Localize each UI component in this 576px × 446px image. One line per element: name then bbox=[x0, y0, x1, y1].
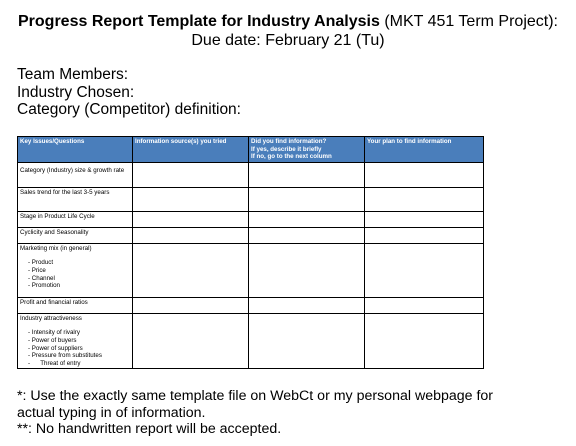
table-cell[interactable] bbox=[249, 297, 365, 313]
team-members-label: Team Members: bbox=[17, 66, 129, 83]
table-cell[interactable] bbox=[365, 243, 484, 297]
table-cell[interactable] bbox=[133, 211, 249, 227]
header-your-plan: Your plan to find information bbox=[365, 137, 484, 163]
table-row bbox=[18, 227, 484, 243]
table-row bbox=[18, 297, 484, 313]
table-cell[interactable] bbox=[249, 211, 365, 227]
table-cell[interactable] bbox=[365, 313, 484, 369]
header-did-you-find: Did you find information? If yes, describe it briefly If no, go to the next column bbox=[249, 137, 365, 163]
table-cell[interactable] bbox=[365, 297, 484, 313]
table-row bbox=[18, 243, 484, 297]
title-bold: Progress Report Template for Industry Analysis bbox=[18, 13, 380, 30]
table-cell[interactable] bbox=[133, 227, 249, 243]
table-cell[interactable] bbox=[365, 162, 484, 187]
row-label: Profit and financial ratios bbox=[18, 297, 133, 313]
table-cell[interactable] bbox=[249, 187, 365, 211]
row-label: Category (Industry) size & growth rate bbox=[18, 162, 133, 187]
row-label: Cyclicity and Seasonality bbox=[18, 227, 133, 243]
industry-chosen-label: Industry Chosen: bbox=[17, 83, 135, 101]
table-row bbox=[18, 211, 484, 227]
table-row bbox=[18, 313, 484, 369]
header-key-issues: Key Issues/Questions bbox=[18, 137, 133, 163]
row-label-industry-attractiveness: Industry attractiveness - Intensity of rivalry - Power of buyers - Power of suppliers - Pressure from substitutes - Threat of entry bbox=[18, 313, 133, 369]
table-cell[interactable] bbox=[249, 162, 365, 187]
row-label: Stage in Product Life Cycle bbox=[18, 211, 133, 227]
row-label-marketing-mix: Marketing mix (in general) - Product - Price - Channel - Promotion bbox=[18, 243, 133, 297]
note-1-cont: actual typing in of information. bbox=[17, 404, 206, 421]
table-header-row bbox=[18, 137, 484, 163]
table-cell[interactable] bbox=[133, 243, 249, 297]
table-cell[interactable] bbox=[365, 187, 484, 211]
due-date: Due date: February 21 (Tu) bbox=[191, 32, 385, 49]
progress-table bbox=[17, 136, 484, 369]
table-cell[interactable] bbox=[365, 211, 484, 227]
note-2: **: No handwritten report will be accepted. bbox=[17, 421, 282, 437]
table-cell[interactable] bbox=[249, 313, 365, 369]
table-cell[interactable] bbox=[249, 227, 365, 243]
document-title bbox=[0, 12, 576, 50]
footnotes bbox=[17, 388, 576, 438]
row-label: Sales trend for the last 3-5 years bbox=[18, 187, 133, 211]
table-cell[interactable] bbox=[133, 297, 249, 313]
table-row bbox=[18, 187, 484, 211]
form-fields bbox=[17, 66, 241, 119]
header-info-source: Information source(s) you tried bbox=[133, 137, 249, 163]
category-definition-label: Category (Competitor) definition: bbox=[17, 101, 241, 118]
note-1: *: Use the exactly same template file on WebCt or my personal webpage for bbox=[17, 388, 494, 404]
table-cell[interactable] bbox=[249, 243, 365, 297]
table-row bbox=[18, 162, 484, 187]
table-cell[interactable] bbox=[133, 187, 249, 211]
title-rest: (MKT 451 Term Project): bbox=[379, 13, 558, 30]
table-cell[interactable] bbox=[133, 162, 249, 187]
table-cell[interactable] bbox=[133, 313, 249, 369]
table-cell[interactable] bbox=[365, 227, 484, 243]
